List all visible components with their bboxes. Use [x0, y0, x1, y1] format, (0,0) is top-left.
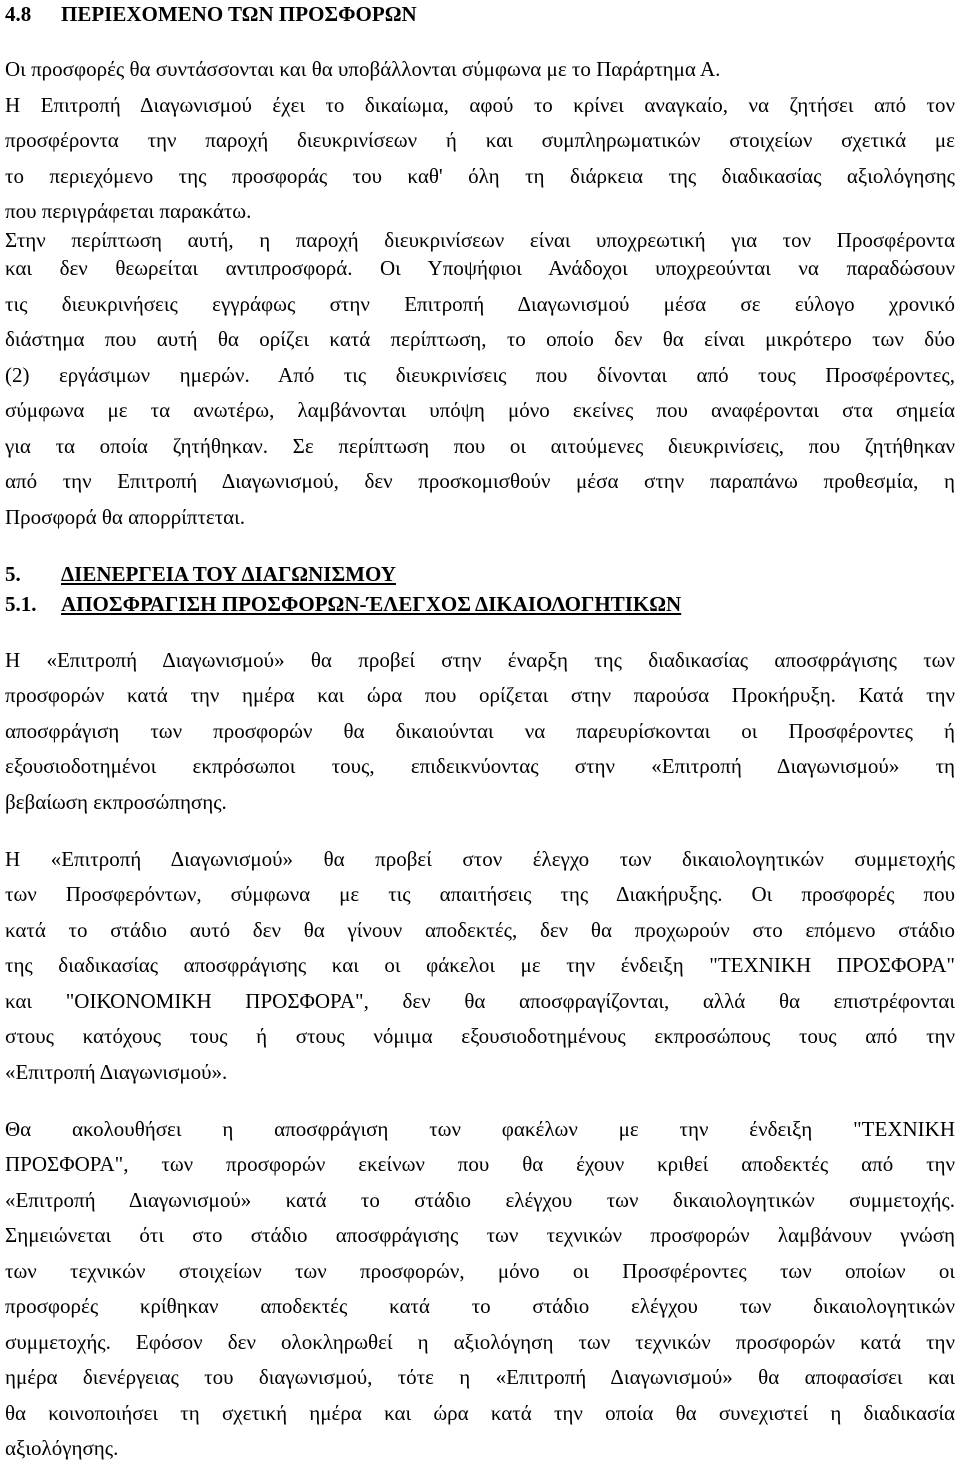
paragraph-line: συμμετοχής. Εφόσον δεν ολοκληρωθεί η αξιολόγηση των τεχνικών προσφορών κατά την	[5, 1330, 955, 1354]
paragraph-line: ημέρα διενέργειας του διαγωνισμού, τότε η «Επιτροπή Διαγωνισμού» θα αποφασίσει και	[5, 1365, 955, 1389]
paragraph-line: διάστημα που αυτή θα ορίζει κατά περίπτωση, το οποίο δεν θα είναι μικρότερο των δύο	[5, 327, 955, 351]
paragraph-line: των τεχνικών στοιχείων των προσφορών, μόνο οι Προσφέροντες των οποίων οι	[5, 1259, 955, 1283]
paragraph-line: το περιεχόμενο της προσφοράς του καθ' όλη τη διάρκεια της διαδικασίας αξιολόγησης	[5, 164, 955, 188]
paragraph-line: από την Επιτροπή Διαγωνισμού, δεν προσκομισθούν μέσα στην παραπάνω προθεσμία, η	[5, 469, 955, 493]
paragraph-line: (2) εργάσιμων ημερών. Από τις διευκρινίσεις που δίνονται από τους Προσφέροντες,	[5, 363, 955, 387]
paragraph-line: Η «Επιτροπή Διαγωνισμού» θα προβεί στον έλεγχο των δικαιολογητικών συμμετοχής	[5, 847, 955, 871]
paragraph-line: Σημειώνεται ότι στο στάδιο αποσφράγισης των τεχνικών προσφορών λαμβάνουν γνώση	[5, 1223, 955, 1247]
paragraph-line: ΠΡΟΣΦΟΡΑ", των προσφορών εκείνων που θα έχουν κριθεί αποδεκτές από την	[5, 1152, 955, 1176]
paragraph-line: θα κοινοποιήσει τη σχετική ημέρα και ώρα κατά την οποία θα συνεχιστεί η διαδικασία	[5, 1401, 955, 1425]
paragraph-line: προσφορών κατά την ημέρα και ώρα που ορίζεται στην παρούσα Προκήρυξη. Κατά την	[5, 683, 955, 707]
paragraph-line: σύμφωνα με τα ανωτέρω, λαμβάνονται υπόψη μόνο εκείνες που αναφέρονται στα σημεία	[5, 398, 955, 422]
paragraph-line: προσφορές κρίθηκαν αποδεκτές κατά το στάδιο ελέγχου των δικαιολογητικών	[5, 1294, 955, 1318]
paragraph-line: που περιγράφεται παρακάτω.	[5, 199, 252, 223]
paragraph-line: προσφέροντα την παροχή διευκρινίσεων ή και συμπληρωματικών στοιχείων σχετικά με	[5, 128, 955, 152]
paragraph-line: και δεν θεωρείται αντιπροσφορά. Οι Υποψήφιοι Ανάδοχοι υποχρεούνται να παραδώσουν	[5, 256, 955, 280]
paragraph-line: Θα ακολουθήσει η αποσφράγιση των φακέλων με την ένδειξη "ΤΕΧΝΙΚΗ	[5, 1117, 955, 1141]
paragraph-line: για τα οποία ζητήθηκαν. Σε περίπτωση που οι αιτούμενες διευκρινίσεις, που ζητήθηκαν	[5, 434, 955, 458]
paragraph-line: της διαδικασίας αποσφράγισης και οι φάκελοι με την ένδειξη "ΤΕΧΝΙΚΗ ΠΡΟΣΦΟΡΑ"	[5, 953, 955, 977]
paragraph-line: στους κατόχους τους ή στους νόμιμα εξουσιοδοτημένους εκπροσώπους τους από την	[5, 1024, 955, 1048]
section-title: ΔΙΕΝΕΡΓΕΙΑ ΤΟΥ ΔΙΑΓΩΝΙΣΜΟΥ	[61, 562, 396, 586]
section-heading-5-1	[5, 590, 955, 618]
paragraph-line: κατά το στάδιο αυτό δεν θα γίνουν αποδεκτές, δεν θα προχωρούν στο επόμενο στάδιο	[5, 918, 955, 942]
paragraph-line: Η Επιτροπή Διαγωνισμού έχει το δικαίωμα, αφού το κρίνει αναγκαίο, να ζητήσει από τον	[5, 93, 955, 117]
paragraph-line: αξιολόγησης.	[5, 1436, 119, 1460]
paragraph-line: εξουσιοδοτημένοι εκπρόσωποι τους, επιδεικνύοντας στην «Επιτροπή Διαγωνισμού» τη	[5, 754, 955, 778]
paragraph-line: των Προσφερόντων, σύμφωνα με τις απαιτήσεις της Διακήρυξης. Οι προσφορές που	[5, 882, 955, 906]
paragraph-line: τις διευκρινήσεις εγγράφως στην Επιτροπή Διαγωνισμού μέσα σε εύλογο χρονικό	[5, 292, 955, 316]
section-number: 5.1.	[5, 592, 37, 616]
section-title: ΑΠΟΣΦΡΑΓΙΣΗ ΠΡΟΣΦΟΡΩΝ-ΈΛΕΓΧΟΣ ΔΙΚΑΙΟΛΟΓΗΤΙΚΩΝ	[61, 592, 682, 616]
paragraph-line: βεβαίωση εκπροσώπησης.	[5, 790, 227, 814]
section-heading-4-8	[5, 0, 955, 28]
paragraph-line: «Επιτροπή Διαγωνισμού» κατά το στάδιο ελέγχου των δικαιολογητικών συμμετοχής.	[5, 1188, 955, 1212]
paragraph-line: Στην περίπτωση αυτή, η παροχή διευκρινίσεων είναι υποχρεωτική για τον Προσφέροντα	[5, 228, 955, 252]
paragraph-line: Προσφορά θα απορρίπτεται.	[5, 505, 246, 529]
paragraph-line: αποσφράγιση των προσφορών θα δικαιούνται να παρευρίσκονται οι Προσφέροντες ή	[5, 719, 955, 743]
section-number: 5.	[5, 562, 21, 586]
section-number: 4.8	[5, 2, 32, 26]
section-title: ΠΕΡΙΕΧΟΜΕΝΟ ΤΩΝ ΠΡΟΣΦΟΡΩΝ	[61, 2, 417, 26]
section-heading-5	[5, 560, 955, 588]
paragraph-line: Η «Επιτροπή Διαγωνισμού» θα προβεί στην έναρξη της διαδικασίας αποσφράγισης των	[5, 648, 955, 672]
paragraph-line: και "ΟΙΚΟΝΟΜΙΚΗ ΠΡΟΣΦΟΡΑ", δεν θα αποσφραγίζονται, αλλά θα επιστρέφονται	[5, 989, 955, 1013]
paragraph-line: Οι προσφορές θα συντάσσονται και θα υποβάλλονται σύμφωνα με το Παράρτημα Α.	[5, 57, 721, 81]
paragraph-line: «Επιτροπή Διαγωνισμού».	[5, 1060, 228, 1084]
